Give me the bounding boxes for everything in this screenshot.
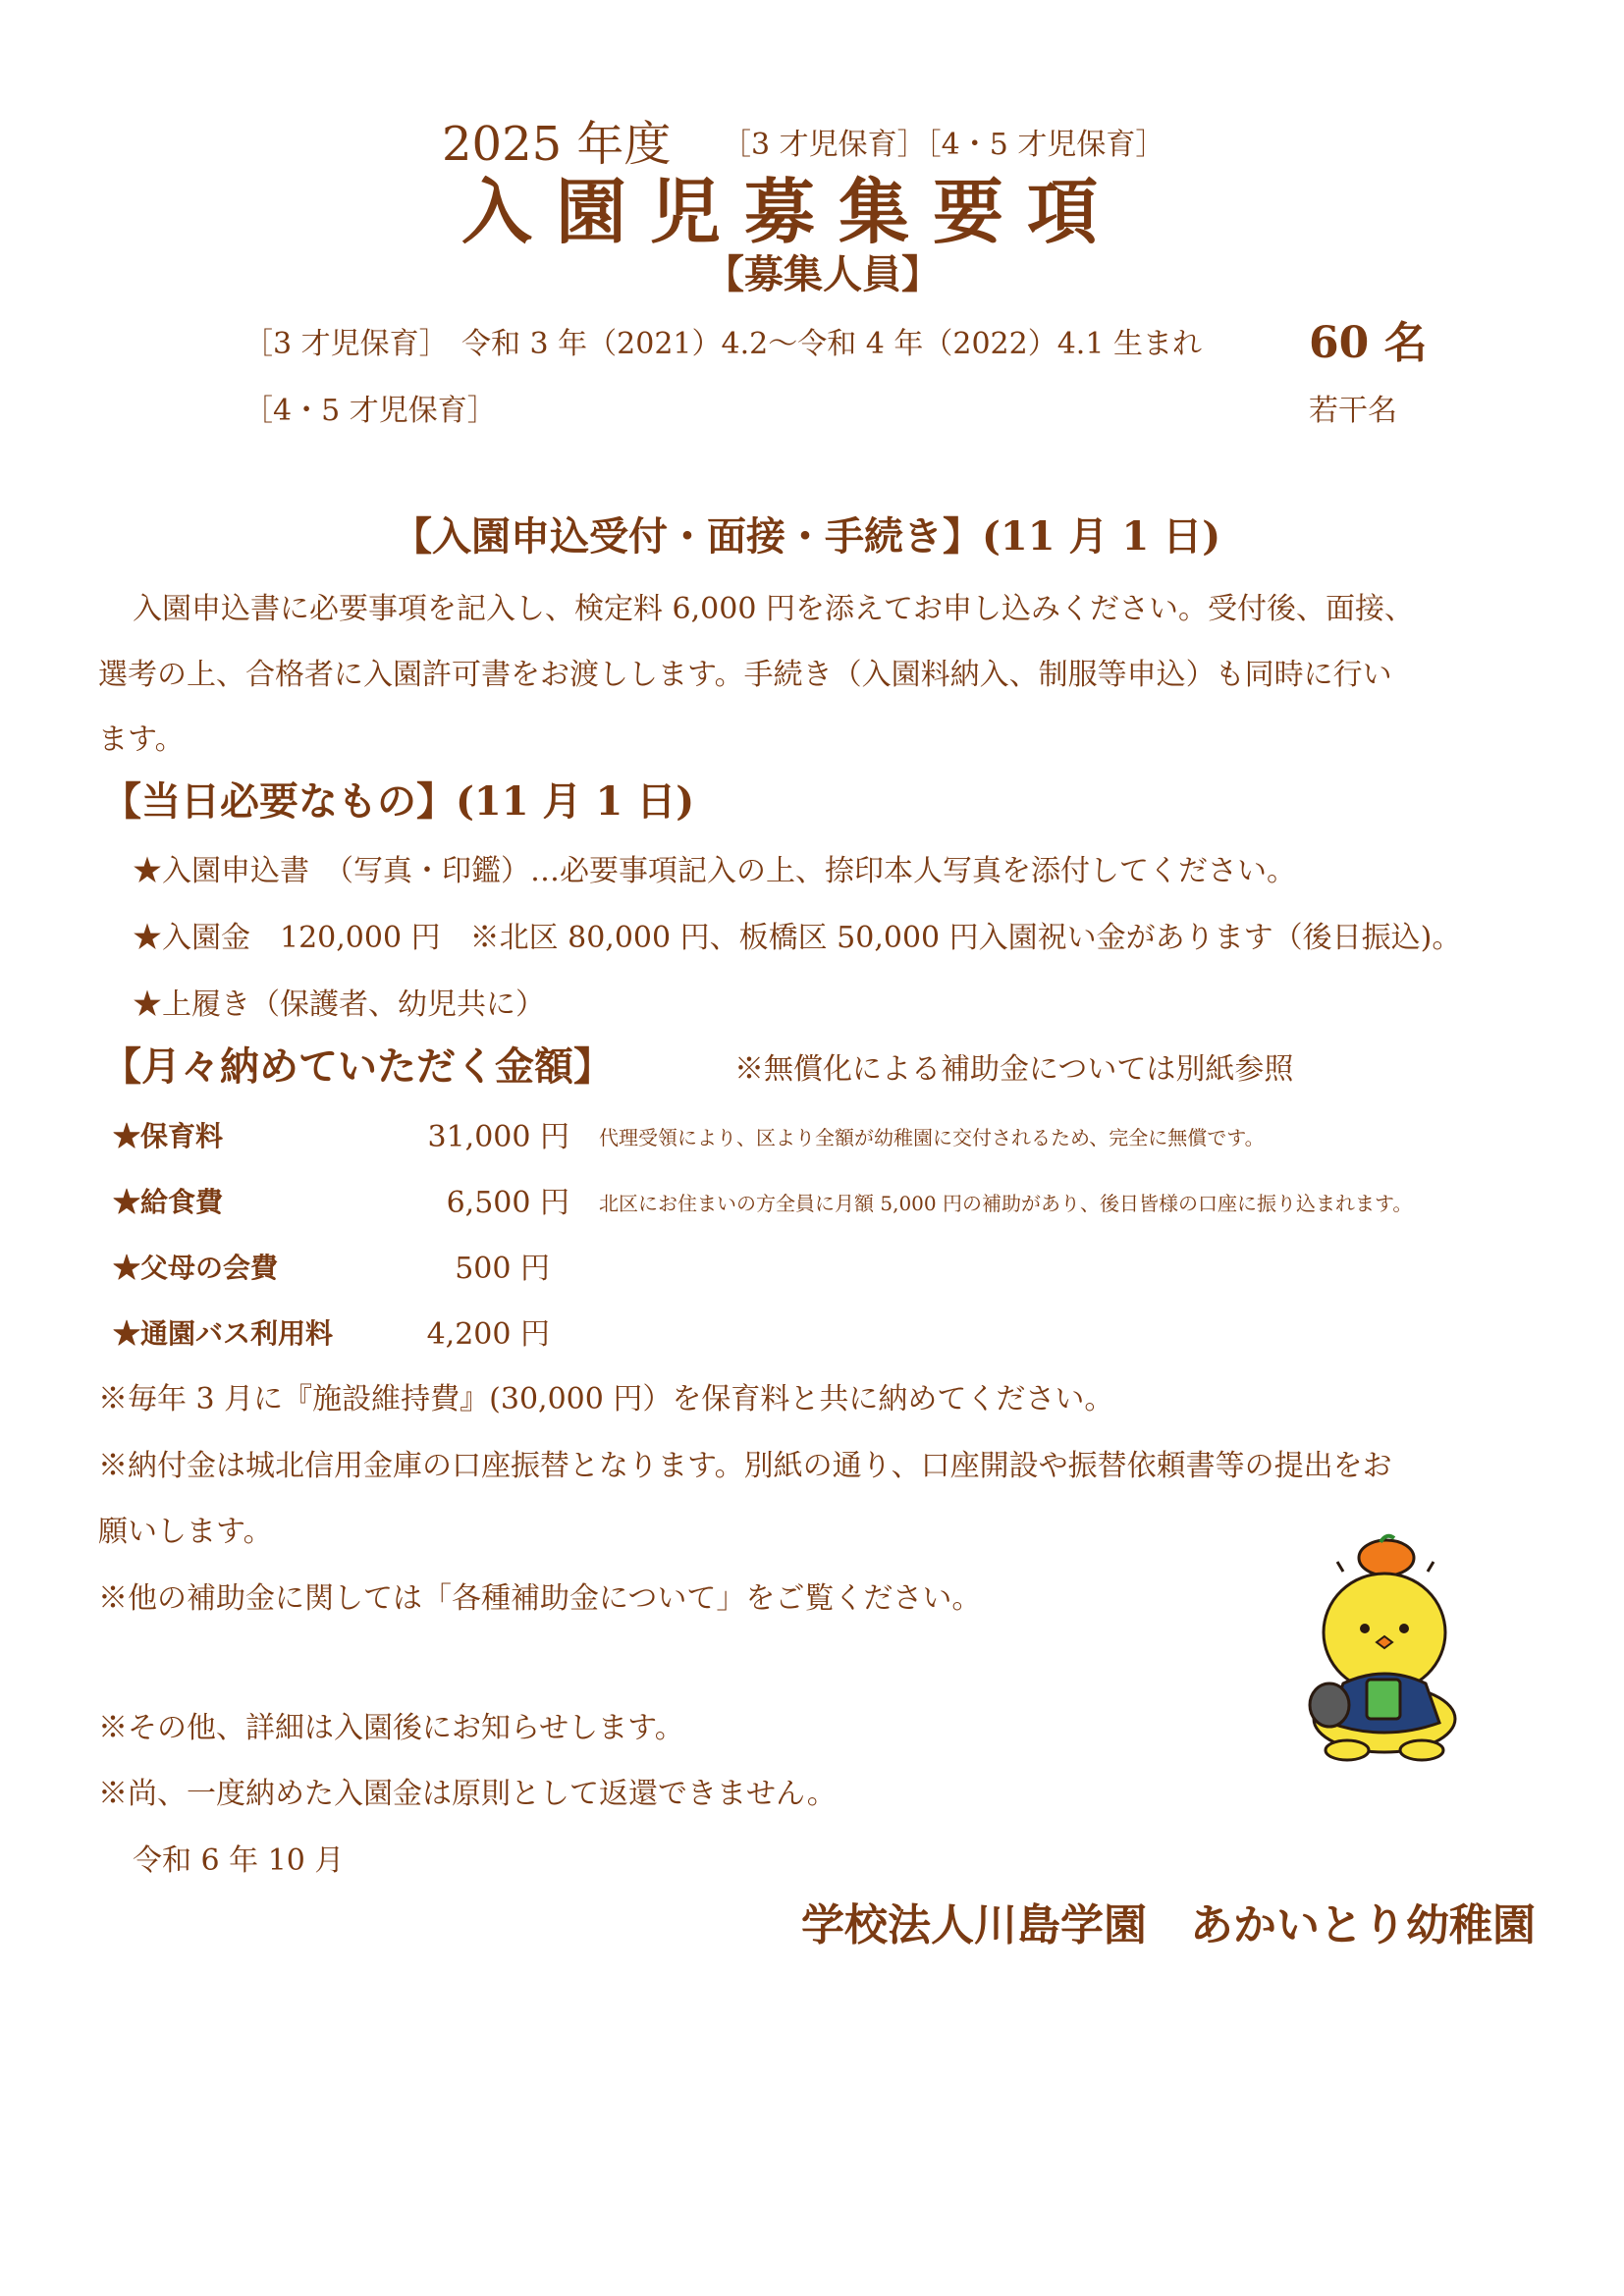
header-year: 2025 年度	[442, 117, 672, 172]
application-heading: 【入園申込受付・面接・手続き】(11 月 1 日)	[393, 513, 1221, 560]
fee-note: 代理受領により、区より全額が幼稚園に交付されるため、完全に無償です。	[599, 1126, 1265, 1149]
note-line: ※納付金は城北信用金庫の口座振替となります。別紙の通り、口座開設や振替依頼書等の提出をお	[98, 1449, 1392, 1483]
chick-mascot-icon	[1296, 1526, 1473, 1762]
fee-amount: 6,500 円	[446, 1186, 569, 1220]
fee-label: ★給食費	[113, 1186, 224, 1218]
needed-item: ★入園金 120,000 円 ※北区 80,000 円、板橋区 50,000 円入園祝い金があります（後日振込)。	[133, 921, 1462, 955]
note-line: 願いします。	[98, 1515, 273, 1549]
recruit-row-capacity: 若干名	[1309, 394, 1397, 428]
monthly-note: ※無償化による補助金については別紙参照	[734, 1052, 1294, 1087]
recruit-heading: 【募集人員】	[705, 251, 941, 297]
needed-item: ★上履き（保護者、幼児共に）	[133, 988, 545, 1022]
application-line: 入園申込書に必要事項を記入し、検定料 6,000 円を添えてお申し込みください。受付後、面接、	[133, 592, 1414, 626]
recruit-row-capacity: 60 名	[1309, 318, 1428, 368]
recruit-row-birth: 令和 3 年（2021）4.2～令和 4 年（2022）4.1 生まれ	[461, 327, 1202, 361]
recruit-row-label: ［3 才児保育］	[244, 327, 449, 361]
organization-name: 学校法人川島学園 あかいとり幼稚園	[801, 1900, 1536, 1950]
fee-label: ★保育料	[113, 1120, 224, 1152]
document-date: 令和 6 年 10 月	[133, 1843, 345, 1878]
recruit-row-label: ［4・5 才児保育］	[244, 394, 497, 428]
application-line: 選考の上、合格者に入園許可書をお渡しします。手続き（入園料納入、制服等申込）も同時に行い	[98, 658, 1392, 692]
header-courses: ［3 才児保育］［4・5 才児保育］	[722, 128, 1165, 162]
fee-amount: 31,000 円	[427, 1120, 569, 1154]
fee-label: ★通園バス利用料	[113, 1317, 334, 1350]
fee-note: 北区にお住まいの方全員に月額 5,000 円の補助があり、後日皆様の口座に振り込まれます。	[599, 1192, 1413, 1215]
application-line: ます。	[98, 722, 185, 757]
closing-line: ※その他、詳細は入園後にお知らせします。	[98, 1711, 684, 1745]
closing-line: ※尚、一度納めた入園金は原則として返還できません。	[98, 1777, 837, 1811]
note-line: ※毎年 3 月に『施設維持費』(30,000 円）を保育料と共に納めてください。	[98, 1382, 1114, 1416]
page-title: 入園児募集要項	[461, 170, 1122, 253]
monthly-heading: 【月々納めていただく金額】	[102, 1043, 613, 1090]
fee-label: ★父母の会費	[113, 1252, 279, 1284]
fee-amount: 500 円	[455, 1252, 550, 1286]
note-line: ※他の補助金に関しては「各種補助金について」をご覧ください。	[98, 1581, 982, 1616]
needed-heading: 【当日必要なもの】(11 月 1 日)	[102, 778, 695, 825]
needed-item: ★入園申込書 （写真・印鑑）…必要事項記入の上、捺印本人写真を添付してください。	[133, 854, 1296, 888]
fee-amount: 4,200 円	[426, 1317, 550, 1352]
